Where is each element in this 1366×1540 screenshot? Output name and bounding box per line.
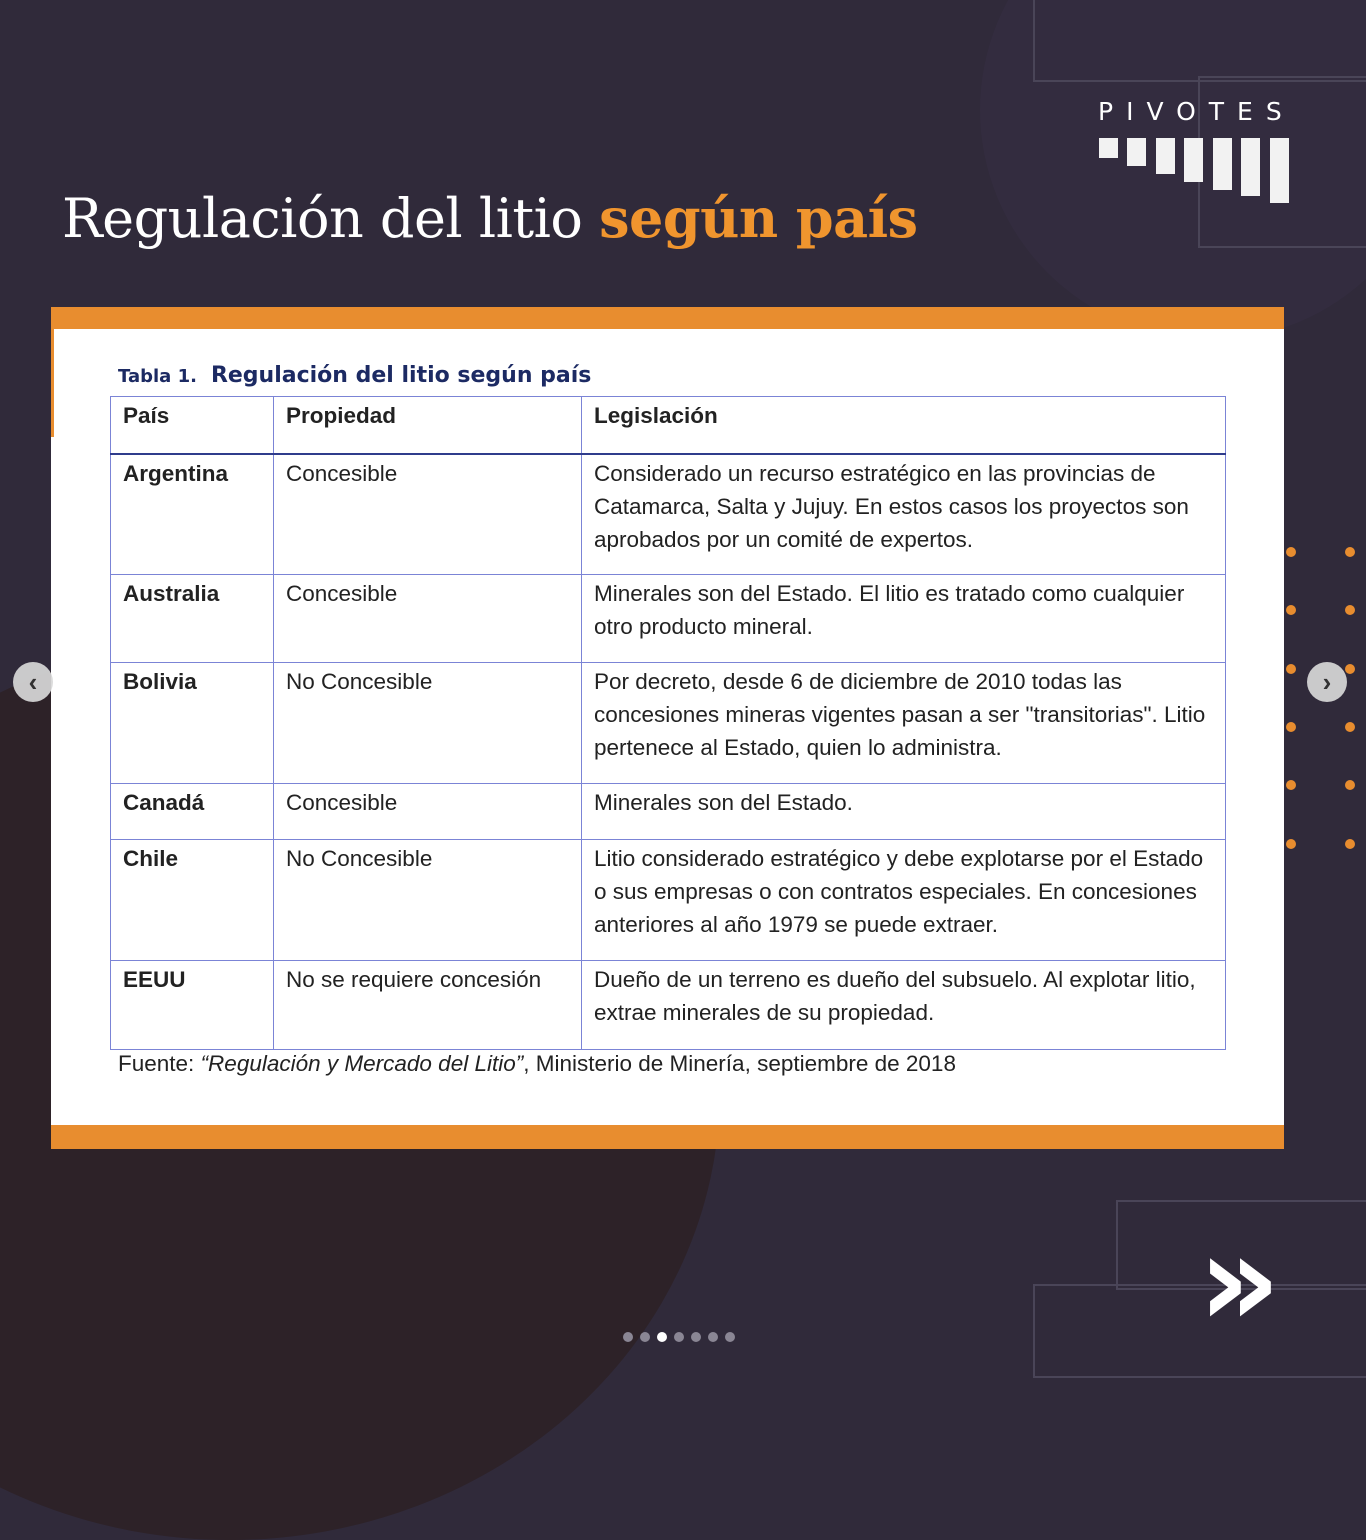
- cell-legislation: Dueño de un terreno es dueño del subsuelo. Al explotar litio, extrae minerales de su propiedad.: [582, 961, 1226, 1050]
- next-slide-button[interactable]: [1307, 662, 1347, 702]
- previous-slide-button[interactable]: [13, 662, 53, 702]
- cell-legislation: Minerales son del Estado.: [582, 784, 1226, 840]
- decorative-dot: [1286, 664, 1296, 674]
- decorative-dot: [1286, 780, 1296, 790]
- column-header-legislation: Legislación: [582, 397, 1226, 454]
- pagination-dot[interactable]: [725, 1332, 735, 1342]
- cell-legislation: Litio considerado estratégico y debe explotarse por el Estado o sus empresas o con contratos especiales. En concesiones anteriores al año 1979 se puede extraer.: [582, 840, 1226, 961]
- table-row: [111, 663, 1226, 784]
- cell-legislation: Considerado un recurso estratégico en las provincias de Catamarca, Salta y Jujuy. En estos casos los proyectos son aprobados por un comité de expertos.: [582, 454, 1226, 575]
- chevron-right-icon: ›: [1322, 666, 1332, 697]
- decorative-dot: [1345, 780, 1355, 790]
- pagination-dot-active[interactable]: [657, 1332, 667, 1342]
- logo-bar: [1270, 138, 1289, 203]
- cell-property: Concesible: [274, 784, 582, 840]
- logo-bar: [1241, 138, 1260, 196]
- cell-legislation: Por decreto, desde 6 de diciembre de 2010 todas las concesiones mineras vigentes pasan a ser "transitorias". Litio pertenece al Estado, quien lo administra.: [582, 663, 1226, 784]
- card-left-bar: [51, 329, 54, 437]
- cell-country: Australia: [111, 575, 274, 663]
- title-highlight: según país: [599, 186, 918, 250]
- table-caption-number: Tabla 1.: [118, 366, 197, 387]
- decorative-dot: [1345, 605, 1355, 615]
- cell-property: No Concesible: [274, 840, 582, 961]
- source-prefix: Fuente:: [118, 1051, 201, 1076]
- table-source: [118, 1051, 956, 1077]
- decorative-dot: [1345, 664, 1355, 674]
- decorative-dot: [1345, 722, 1355, 732]
- decorative-dot: [1286, 547, 1296, 557]
- carousel-pagination: [623, 1332, 735, 1342]
- pagination-dot[interactable]: [640, 1332, 650, 1342]
- logo-text: PIVOTES: [1098, 97, 1295, 126]
- cell-property: No Concesible: [274, 663, 582, 784]
- logo-bar: [1127, 138, 1146, 166]
- cell-country: Argentina: [111, 454, 274, 575]
- column-header-property: Propiedad: [274, 397, 582, 454]
- decorative-dot: [1345, 547, 1355, 557]
- pagination-dot[interactable]: [708, 1332, 718, 1342]
- card-bottom-bar: [51, 1125, 1284, 1149]
- regulation-table: [110, 396, 1226, 1050]
- source-suffix: , Ministerio de Minería, septiembre de 2018: [523, 1051, 956, 1076]
- decorative-dot: [1345, 839, 1355, 849]
- table-row: [111, 575, 1226, 663]
- cell-property: No se requiere concesión: [274, 961, 582, 1050]
- card-top-bar: [51, 307, 1284, 329]
- table-card: [51, 307, 1284, 1149]
- logo-bar: [1156, 138, 1175, 174]
- cell-country: Bolivia: [111, 663, 274, 784]
- grid-line: [1033, 0, 1366, 82]
- table-row: [111, 454, 1226, 575]
- pagination-dot[interactable]: [623, 1332, 633, 1342]
- cell-legislation: Minerales son del Estado. El litio es tratado como cualquier otro producto mineral.: [582, 575, 1226, 663]
- table-row: [111, 840, 1226, 961]
- cell-country: EEUU: [111, 961, 274, 1050]
- page-title: [62, 186, 918, 250]
- decorative-dot: [1286, 722, 1296, 732]
- double-chevron-right-icon: »: [1198, 1207, 1281, 1356]
- logo-bar: [1099, 138, 1118, 158]
- decorative-dot: [1286, 605, 1296, 615]
- cell-country: Canadá: [111, 784, 274, 840]
- source-reference: “Regulación y Mercado del Litio”: [200, 1051, 524, 1076]
- logo-bar: [1184, 138, 1203, 182]
- cell-property: Concesible: [274, 575, 582, 663]
- pagination-dot[interactable]: [674, 1332, 684, 1342]
- table-caption: [118, 363, 591, 388]
- table-row: [111, 784, 1226, 840]
- pivotes-logo: [1098, 97, 1298, 207]
- pagination-dot[interactable]: [691, 1332, 701, 1342]
- table-row: [111, 961, 1226, 1050]
- chevron-left-icon: ‹: [28, 666, 38, 697]
- decorative-dot: [1286, 839, 1296, 849]
- logo-bar: [1213, 138, 1232, 190]
- column-header-country: País: [111, 397, 274, 454]
- table-caption-title: Regulación del litio según país: [210, 363, 592, 388]
- title-main: Regulación del litio: [62, 187, 583, 250]
- cell-property: Concesible: [274, 454, 582, 575]
- table-header-row: [111, 397, 1226, 454]
- cell-country: Chile: [111, 840, 274, 961]
